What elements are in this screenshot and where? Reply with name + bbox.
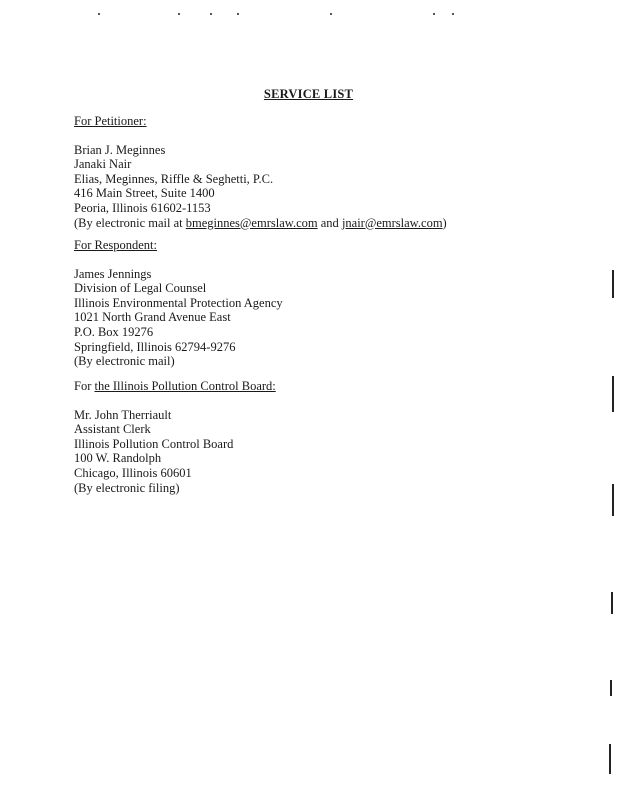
- page-title: SERVICE LIST: [263, 87, 354, 101]
- scan-artifact: [210, 13, 212, 15]
- board-heading: [74, 379, 276, 394]
- address-line: 100 W. Randolph: [74, 451, 162, 466]
- petitioner-section: [74, 114, 447, 230]
- address-line: Janaki Nair: [74, 157, 132, 172]
- scan-artifact: [330, 13, 332, 15]
- service-method-line: [74, 216, 447, 231]
- address-line: James Jennings: [74, 266, 152, 281]
- service-method-line: (By electronic filing): [74, 480, 180, 495]
- address-line: Illinois Pollution Control Board: [74, 436, 234, 451]
- address-line: Brian J. Meginnes: [74, 142, 166, 157]
- email-link[interactable]: jnair@emrslaw.com: [341, 215, 443, 230]
- address-line: Illinois Environmental Protection Agency: [74, 295, 283, 310]
- address-line: Division of Legal Counsel: [74, 281, 207, 296]
- address-line: Elias, Meginnes, Riffle & Seghetti, P.C.: [74, 171, 274, 186]
- address-line: 1021 North Grand Avenue East: [74, 310, 231, 325]
- margin-mark: [612, 376, 614, 412]
- respondent-heading: For Respondent:: [74, 238, 157, 252]
- email-join: and: [317, 215, 342, 230]
- address-line: Assistant Clerk: [74, 422, 151, 437]
- margin-mark: [612, 270, 614, 298]
- board-section: [74, 379, 276, 495]
- board-heading-prefix: For: [74, 379, 95, 393]
- service-method-line: (By electronic mail): [74, 354, 175, 369]
- scan-artifact: [98, 13, 100, 15]
- petitioner-heading: For Petitioner:: [74, 114, 147, 128]
- margin-mark: [612, 484, 614, 516]
- scan-artifact: [433, 13, 435, 15]
- board-heading-underlined: the Illinois Pollution Control Board:: [94, 379, 276, 393]
- email-link[interactable]: bmeginnes@emrslaw.com: [185, 215, 318, 230]
- service-method-suffix: ): [442, 215, 447, 230]
- address-line: Peoria, Illinois 61602-1153: [74, 200, 211, 215]
- scan-artifact: [452, 13, 454, 15]
- address-line: 416 Main Street, Suite 1400: [74, 186, 215, 201]
- service-method-prefix: (By electronic mail at: [74, 215, 186, 230]
- respondent-section: [74, 238, 283, 369]
- address-line: Springfield, Illinois 62794-9276: [74, 339, 236, 354]
- address-line: Chicago, Illinois 60601: [74, 465, 192, 480]
- margin-mark: [609, 744, 611, 774]
- scan-artifact: [237, 13, 239, 15]
- margin-mark: [610, 680, 612, 696]
- scan-artifact: [178, 13, 180, 15]
- address-line: Mr. John Therriault: [74, 407, 172, 422]
- address-line: P.O. Box 19276: [74, 324, 154, 339]
- margin-mark: [611, 592, 613, 614]
